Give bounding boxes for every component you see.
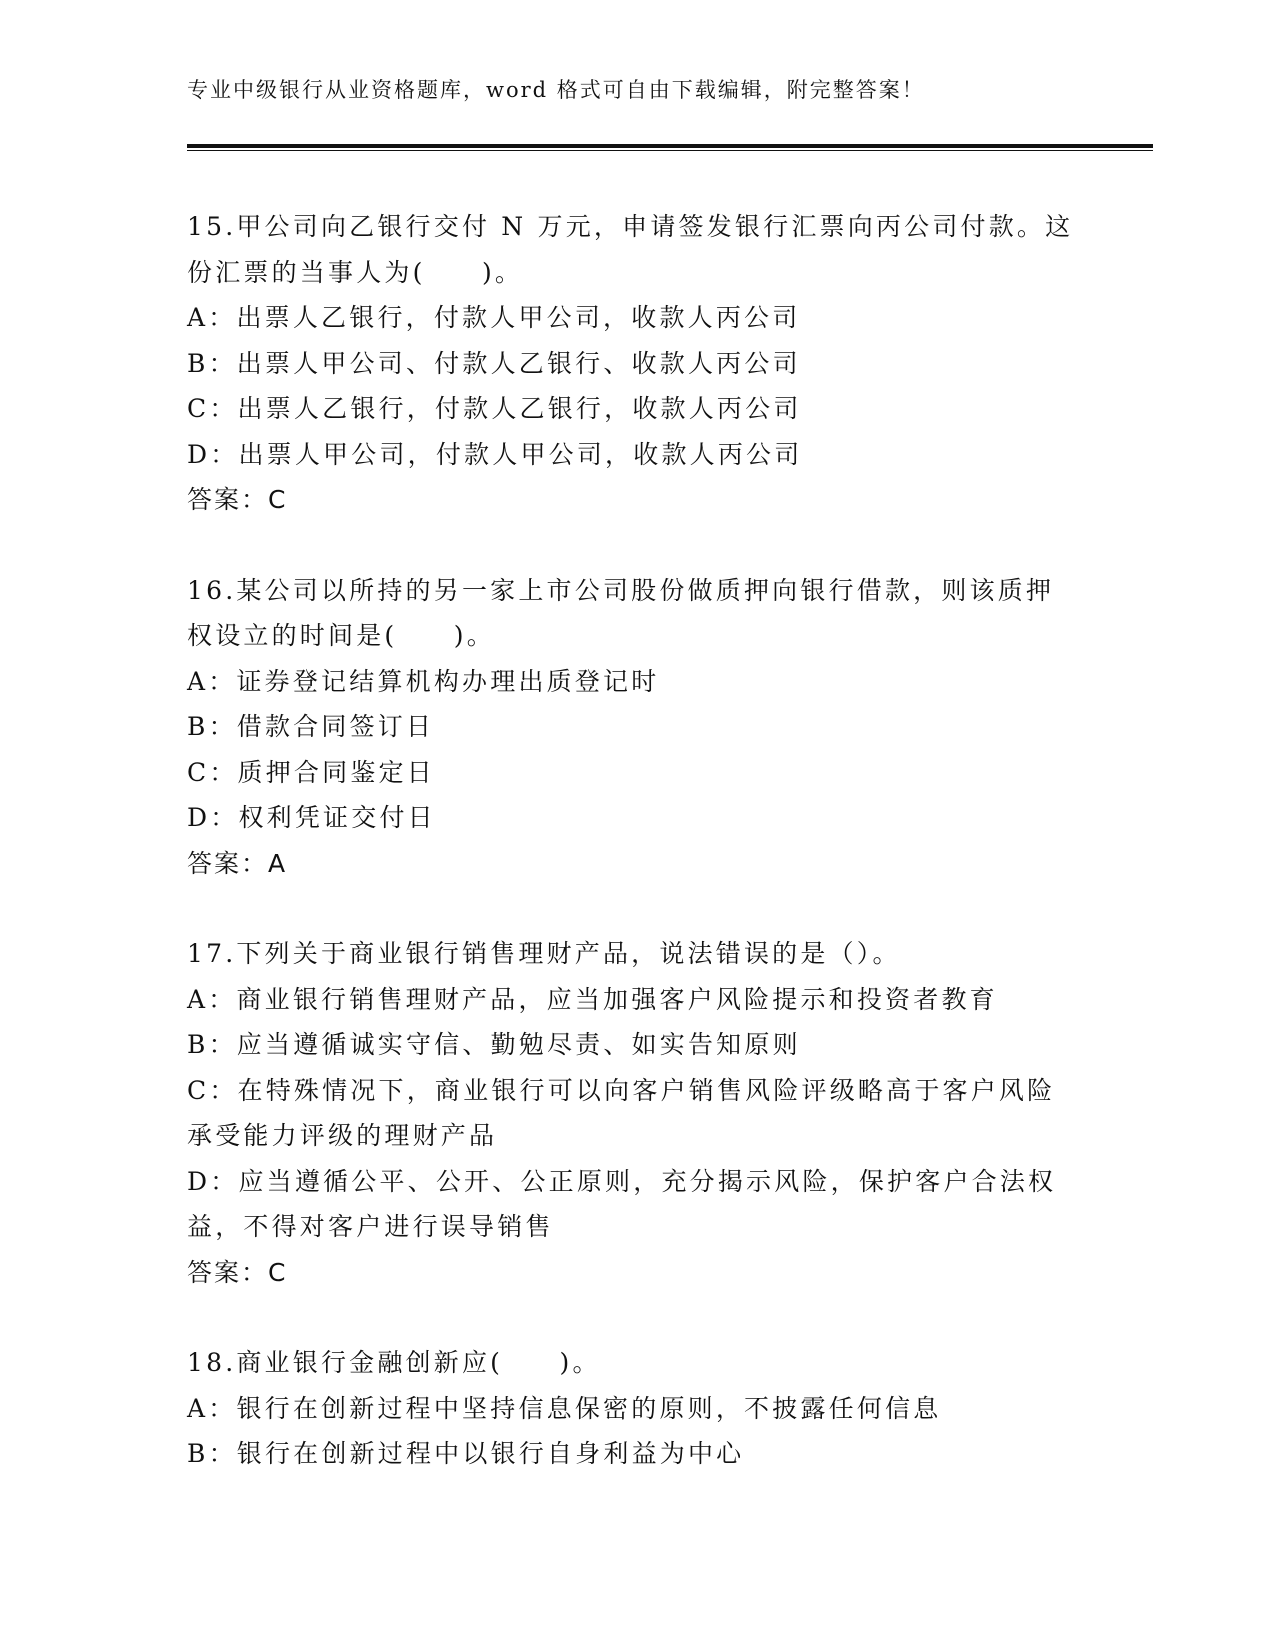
answer-line: 答案：A <box>187 848 288 878</box>
option-c: C：在特殊情况下，商业银行可以向客户销售风险评级略高于客户风险 <box>187 1075 1056 1105</box>
question-18 <box>187 1340 1077 1477</box>
answer-line: 答案：C <box>187 485 288 514</box>
question-16 <box>187 568 1077 887</box>
option-b: B：借款合同签订日 <box>187 712 435 741</box>
question-stem-line: 15.甲公司向乙银行交付 N 万元，申请签发银行汇票向丙公司付款。这 <box>187 212 1074 241</box>
option-a: A：证券登记结算机构办理出质登记时 <box>187 666 660 696</box>
question-15 <box>187 204 1077 523</box>
question-stem-line: 份汇票的当事人为( )。 <box>187 257 524 287</box>
answer-line: 答案：C <box>187 1257 288 1287</box>
question-stem-line: 16.某公司以所持的另一家上市公司股份做质押向银行借款，则该质押 <box>187 575 1055 605</box>
option-d: D：出票人甲公司，付款人甲公司，收款人丙公司 <box>187 439 803 469</box>
option-a: A：银行在创新过程中坚持信息保密的原则，不披露任何信息 <box>187 1393 942 1423</box>
question-stem-line: 权设立的时间是( )。 <box>187 621 495 650</box>
option-d: D：权利凭证交付日 <box>187 803 436 832</box>
header-divider-thin <box>187 150 1153 151</box>
page-header: 专业中级银行从业资格题库，word 格式可自由下载编辑，附完整答案！ <box>187 78 925 102</box>
option-a: A：商业银行销售理财产品，应当加强客户风险提示和投资者教育 <box>187 984 998 1014</box>
question-list <box>187 204 1077 1522</box>
question-stem-line: 18.商业银行金融创新应( )。 <box>187 1348 601 1377</box>
option-c: C：出票人乙银行，付款人乙银行，收款人丙公司 <box>187 394 802 423</box>
option-d: D：应当遵循公平、公开、公正原则，充分揭示风险，保护客户合法权 <box>187 1166 1057 1196</box>
option-a: A：出票人乙银行，付款人甲公司，收款人丙公司 <box>187 303 801 332</box>
question-stem-line: 17.下列关于商业银行销售理财产品，说法错误的是（）。 <box>187 939 901 968</box>
question-17 <box>187 931 1077 1295</box>
option-c-continued: 承受能力评级的理财产品 <box>187 1121 498 1150</box>
option-b: B：应当遵循诚实守信、勤勉尽责、如实告知原则 <box>187 1030 801 1059</box>
option-d-continued: 益，不得对客户进行误导销售 <box>187 1212 554 1241</box>
option-b: B：出票人甲公司、付款人乙银行、收款人丙公司 <box>187 348 801 378</box>
header-divider-thick <box>187 144 1153 148</box>
option-b: B：银行在创新过程中以银行自身利益为中心 <box>187 1439 745 1468</box>
option-c: C：质押合同鉴定日 <box>187 757 435 787</box>
